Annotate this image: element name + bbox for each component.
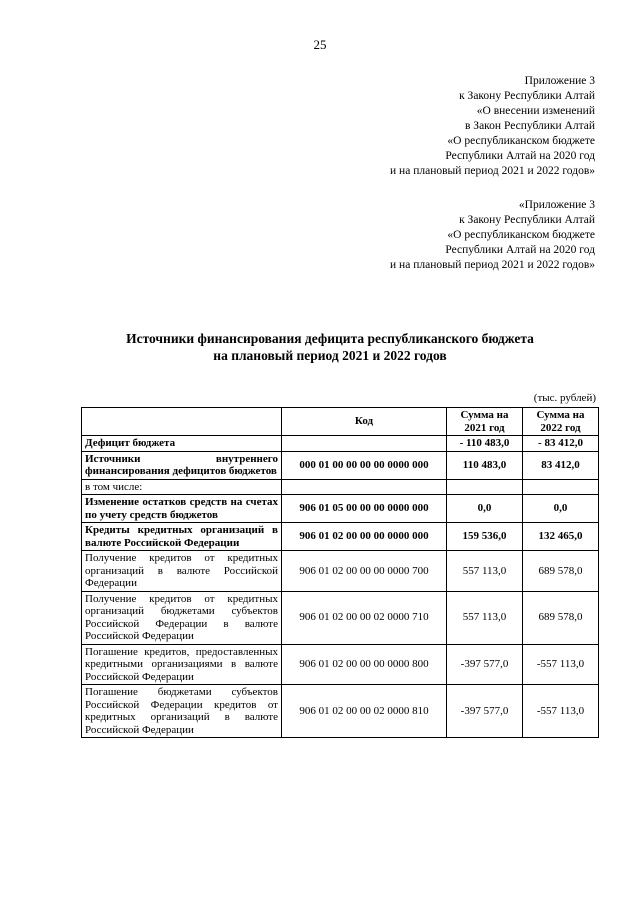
row-name: Кредиты кредитных организаций в валюте Российской Федерации bbox=[82, 523, 282, 551]
row-2022: 0,0 bbox=[523, 495, 599, 523]
row-2022 bbox=[523, 479, 599, 495]
row-2021: 0,0 bbox=[447, 495, 523, 523]
row-2021: 110 483,0 bbox=[447, 451, 523, 479]
row-2022: -557 113,0 bbox=[523, 644, 599, 685]
header-2021: Сумма на 2021 год bbox=[447, 408, 523, 436]
appendix-line: «Приложение 3 bbox=[518, 199, 595, 211]
row-code: 000 01 00 00 00 00 0000 000 bbox=[282, 451, 447, 479]
row-name: Погашение бюджетами субъектов Российской Федерации кредитов от кредитных организаций в валюте Российской Федерации bbox=[82, 685, 282, 738]
header-2022: Сумма на 2022 год bbox=[523, 408, 599, 436]
appendix-line: к Закону Республики Алтай bbox=[459, 214, 595, 226]
table-row bbox=[82, 551, 599, 592]
appendix-line: Республики Алтай на 2020 год bbox=[445, 150, 595, 162]
row-2022: 689 578,0 bbox=[523, 551, 599, 592]
row-2022: -557 113,0 bbox=[523, 685, 599, 738]
row-2021: 557 113,0 bbox=[447, 591, 523, 644]
title-line-2: на плановый период 2021 и 2022 годов bbox=[213, 348, 447, 363]
row-2021 bbox=[447, 479, 523, 495]
row-code: 906 01 02 00 00 00 0000 000 bbox=[282, 523, 447, 551]
row-name: Получение кредитов от кредитных организаций в валюте Российской Федерации bbox=[82, 551, 282, 592]
appendix-header-new bbox=[295, 74, 595, 179]
appendix-line: и на плановый период 2021 и 2022 годов» bbox=[390, 165, 595, 177]
row-name: Погашение кредитов, предоставленных кредитными организациями в валюте Российской Федерации bbox=[82, 644, 282, 685]
appendix-line: Приложение 3 bbox=[524, 75, 595, 87]
table-row bbox=[82, 436, 599, 452]
header-code: Код bbox=[282, 408, 447, 436]
table-row bbox=[82, 479, 599, 495]
document-title bbox=[60, 330, 600, 364]
row-code: 906 01 02 00 00 02 0000 810 bbox=[282, 685, 447, 738]
header-name bbox=[82, 408, 282, 436]
row-2022: 132 465,0 bbox=[523, 523, 599, 551]
table-row bbox=[82, 451, 599, 479]
row-name: Дефицит бюджета bbox=[82, 436, 282, 452]
row-2021: -397 577,0 bbox=[447, 685, 523, 738]
row-name: Получение кредитов от кредитных организаций бюджетами субъектов Российской Федерации в валюте Российской Федерации bbox=[82, 591, 282, 644]
row-2021: -397 577,0 bbox=[447, 644, 523, 685]
row-2021: - 110 483,0 bbox=[447, 436, 523, 452]
table-row bbox=[82, 644, 599, 685]
table-header-row bbox=[82, 408, 599, 436]
row-name: в том числе: bbox=[82, 479, 282, 495]
appendix-line: к Закону Республики Алтай bbox=[459, 90, 595, 102]
row-name: Изменение остатков средств на счетах по учету средств бюджетов bbox=[82, 495, 282, 523]
appendix-line: «О внесении изменений bbox=[476, 105, 595, 117]
financing-sources-table bbox=[81, 407, 599, 738]
table-row bbox=[82, 495, 599, 523]
table-row bbox=[82, 523, 599, 551]
row-2022: - 83 412,0 bbox=[523, 436, 599, 452]
table-row bbox=[82, 685, 599, 738]
units-label: (тыс. рублей) bbox=[533, 392, 596, 404]
row-2021: 159 536,0 bbox=[447, 523, 523, 551]
row-code bbox=[282, 479, 447, 495]
row-2022: 689 578,0 bbox=[523, 591, 599, 644]
row-name: Источники внутреннего финансирования дефицитов бюджетов bbox=[82, 451, 282, 479]
row-code: 906 01 02 00 00 00 0000 800 bbox=[282, 644, 447, 685]
page-number: 25 bbox=[313, 37, 327, 52]
row-code: 906 01 02 00 00 00 0000 700 bbox=[282, 551, 447, 592]
appendix-line: «О республиканском бюджете bbox=[447, 135, 595, 147]
appendix-line: и на плановый период 2021 и 2022 годов» bbox=[390, 259, 595, 271]
title-line-1: Источники финансирования дефицита республиканского бюджета bbox=[126, 331, 534, 346]
table-row bbox=[82, 591, 599, 644]
appendix-line: в Закон Республики Алтай bbox=[465, 120, 595, 132]
row-code: 906 01 02 00 00 02 0000 710 bbox=[282, 591, 447, 644]
row-2022: 83 412,0 bbox=[523, 451, 599, 479]
row-2021: 557 113,0 bbox=[447, 551, 523, 592]
appendix-header-old bbox=[295, 198, 595, 273]
appendix-line: Республики Алтай на 2020 год bbox=[445, 244, 595, 256]
appendix-line: «О республиканском бюджете bbox=[447, 229, 595, 241]
row-code bbox=[282, 436, 447, 452]
row-code: 906 01 05 00 00 00 0000 000 bbox=[282, 495, 447, 523]
